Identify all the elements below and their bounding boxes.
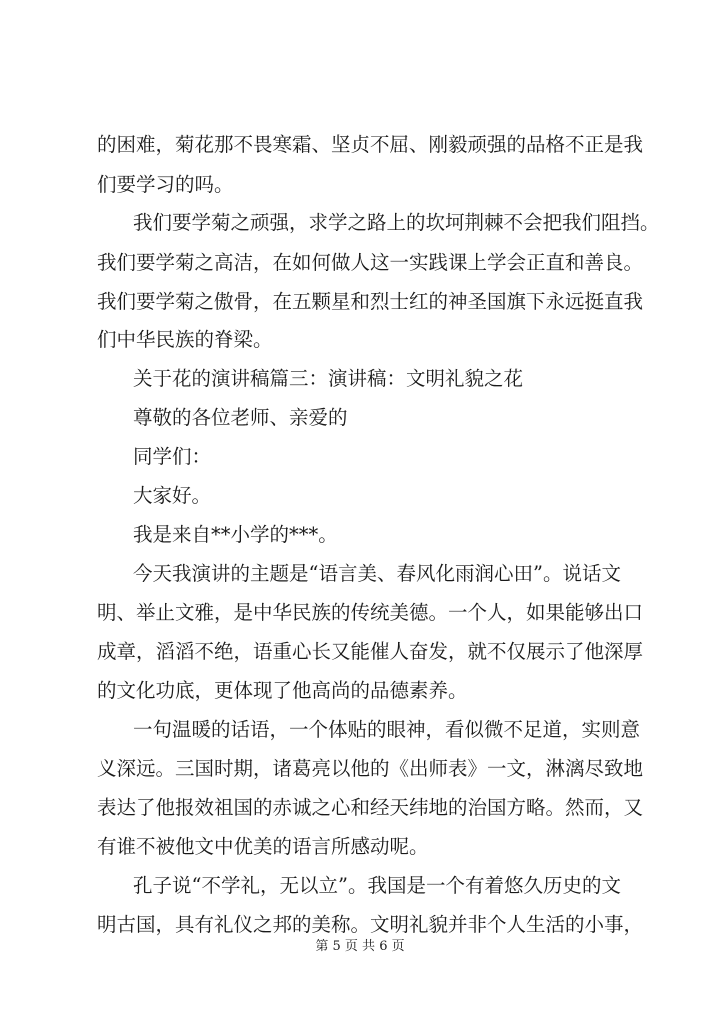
text-line: 义深远。三国时期，诸葛亮以他的《出师表》一文，淋漓尽致地 xyxy=(97,757,644,780)
text-line: 的困难，菊花那不畏寒霜、坚贞不屈、刚毅顽强的品格不正是我 xyxy=(97,133,644,156)
text-line: 明古国，具有礼仪之邦的美称。文明礼貌并非个人生活的小事， xyxy=(97,913,644,936)
text-line: 尊敬的各位老师、亲爱的 xyxy=(133,406,348,429)
text-line: 孔子说“不学礼，无以立”。我国是一个有着悠久历史的文 xyxy=(133,874,621,897)
page-footer: 第 5 页 共 6 页 xyxy=(315,939,405,954)
text-line: 们中华民族的脊梁。 xyxy=(97,328,273,351)
text-line: 我们要学菊之顽强，求学之路上的坎坷荆棘不会把我们阻挡。 xyxy=(133,211,660,234)
text-line: 同学们： xyxy=(133,445,212,468)
text-line: 明、举止文雅，是中华民族的传统美德。一个人，如果能够出口 xyxy=(97,601,644,624)
text-line: 大家好。 xyxy=(133,484,212,507)
text-line: 的文化功底，更体现了他高尚的品德素养。 xyxy=(97,679,468,702)
text-line: 一句温暖的话语，一个体贴的眼神，看似微不足道，实则意 xyxy=(133,718,641,741)
text-line: 今天我演讲的主题是“语言美、春风化雨润心田”。说话文 xyxy=(133,562,621,585)
text-line: 成章，滔滔不绝，语重心长又能催人奋发，就不仅展示了他深厚 xyxy=(97,640,644,663)
text-line: 我们要学菊之高洁，在如何做人这一实践课上学会正直和善良。 xyxy=(97,251,644,274)
text-line: 我是来自**小学的***。 xyxy=(133,523,338,546)
text-line: 们要学习的吗。 xyxy=(97,173,234,196)
text-line: 有谁不被他文中优美的语言所感动呢。 xyxy=(97,835,429,858)
section-title: 关于花的演讲稿篇三：演讲稿：文明礼貌之花 xyxy=(133,367,524,390)
text-line: 我们要学菊之傲骨，在五颗星和烈士红的神圣国旗下永远挺直我 xyxy=(97,290,644,313)
text-line: 表达了他报效祖国的赤诚之心和经天纬地的治国方略。然而，又 xyxy=(97,796,644,819)
